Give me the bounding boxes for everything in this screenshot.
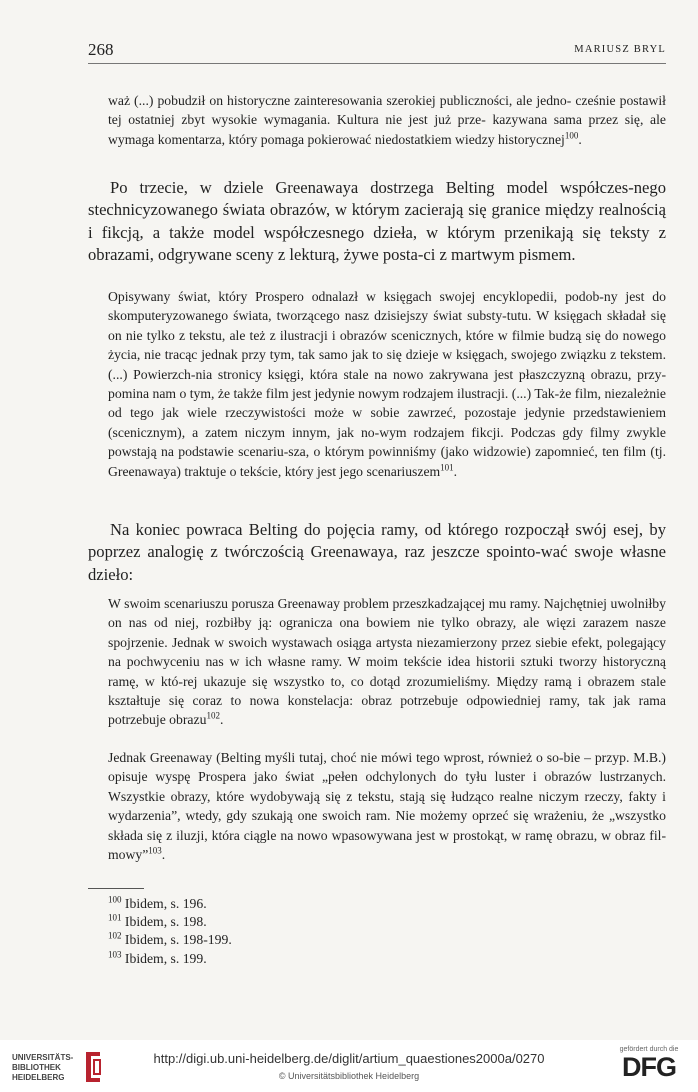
footnote-ref-103[interactable]: 103 xyxy=(148,845,162,856)
page-header xyxy=(88,40,666,64)
header-rule xyxy=(88,63,666,64)
quote-4-end: . xyxy=(161,847,166,863)
footnote-number: 101 xyxy=(108,912,122,923)
paragraph-2 xyxy=(88,519,666,586)
quote-1-line: waż (...) pobudził on historyczne zainteresowania szerokiej publiczności, ale jedno- xyxy=(108,93,572,108)
footnote-ref-102[interactable]: 102 xyxy=(206,710,220,721)
quote-2-end: . xyxy=(453,463,458,479)
footnote-ref-100[interactable]: 100 xyxy=(564,130,579,141)
quote-2-text xyxy=(108,287,666,481)
running-head: MARIUSZ BRYL xyxy=(574,44,666,55)
dfg-logo: DFG xyxy=(622,1052,676,1082)
paragraph-2-text: Na koniec powraca Belting do pojęcia ramy, od którego rozpoczął swój esej, by poprzez analogię z twórczością Greenawaya, raz jeszcze spointo-wać swoje własne dzieło: xyxy=(88,520,666,584)
footnote-text: Ibidem, s. 198-199. xyxy=(124,932,232,948)
footnote-text: Ibidem, s. 199. xyxy=(124,950,207,966)
library-name-line: HEIDELBERG xyxy=(12,1073,65,1082)
quote-1-end: . xyxy=(578,131,582,147)
quote-4-body: Jednak Greenaway (Belting myśli tutaj, choć nie mówi tego wprost, również o so-bie – przyp. M.B.) opisuje wyspę Prospera jako świat „pełen odchylonych do tyłu luster i obrazów lustrzanych. Wszystkie obrazy, które wydobywają się z tekstu, stają się łudząco realne niczym rzeczy, fakty i wydarzenia”, wtedy, gdy szukają one swoich ram. Nie możemy oprzeć się wrażeniu, że „wszystko składa się z iluzji, która ciągle na nowo wpasowywana jest w prostokąt, w ramę obrazu, w obraz fil-mowy” xyxy=(108,750,666,863)
paragraph-1 xyxy=(88,177,666,267)
quote-2-body: Opisywany świat, który Prospero odnalazł w księgach swojej encyklopedii, podob-ny jest do skomputeryzowanego świata, tworzącego nasz dzisiejszy świat substy-tutu. W księgach składał się on nie tylko z tekstu, ale też z ilustracji i obrazów scenicznych, które w filmie budzą się do nowego życia, nie tracąc jednak przy tym, tak samo jak to się dzieje w księgach, swojego związku z tekstem. (...) Powierzch-nia stronicy księgi, która stale na nowo zakrywana jest płaszczyzną obrazu, przy-pomina nam o tym, że także film jest jedynie nowym rodzajem ilustracji. (...) Tak-że film, niezależnie od tego jak wiele rzeczywistości może w sobie zawrzeć, pozostaje jedynie przedstawieniem (scenicznym), a zatem niczym innym, jak no-wym rodzajem fikcji. Podczas gdy filmy zwykle powstają na podstawie scenariu-sza, o którym powinniśmy (jako widzowie) zapomnieć, ten film (tj. Greenawaya) traktuje o tekście, który jest jego scenariuszem xyxy=(108,289,666,479)
block-quote-1 xyxy=(108,91,666,149)
quote-4-text xyxy=(108,748,666,864)
block-quote-4 xyxy=(108,748,666,864)
dfg-funding-logo[interactable] xyxy=(614,1046,684,1086)
source-url[interactable]: http://digi.ub.uni-heidelberg.de/diglit/artium_quaestiones2000a/0270 xyxy=(153,1051,545,1066)
footnote-100 xyxy=(108,895,232,913)
library-name-line: UNIVERSITÄTS- xyxy=(12,1053,74,1062)
footnotes xyxy=(108,895,232,968)
footnote-text: Ibidem, s. 198. xyxy=(124,914,207,930)
footnote-rule xyxy=(88,888,144,889)
footnote-103 xyxy=(108,950,232,968)
quote-1-line: niedostatkiem wiedzy historycznej xyxy=(374,131,565,147)
quote-1-line: cześnie postawił tej ostatniej zbyt wysokie wymagania. Kultura nie jest już prze- xyxy=(108,93,666,128)
dfg-caption: gefördert durch die xyxy=(619,1046,679,1053)
page-number: 268 xyxy=(88,40,114,59)
quote-1-text xyxy=(108,91,666,149)
quote-3-text xyxy=(108,594,666,730)
footnote-102 xyxy=(108,931,232,949)
footnote-text: Ibidem, s. 196. xyxy=(124,896,207,911)
footnote-number: 103 xyxy=(108,949,122,960)
block-quote-2 xyxy=(108,287,666,481)
block-quote-3 xyxy=(108,594,666,730)
quote-3-end: . xyxy=(219,712,224,728)
footnote-ref-101[interactable]: 101 xyxy=(440,462,454,473)
quote-1-line: kazywana sama przez się, ale wymaga komentarza, który pomaga pokierować xyxy=(108,112,666,147)
copyright-notice: © Universitätsbibliothek Heidelberg xyxy=(278,1071,420,1081)
footnote-number: 100 xyxy=(108,894,122,905)
paragraph-1-text: Po trzecie, w dziele Greenawaya dostrzega Belting model współczes-nego stechnicyzowanego świata obrazów, w którym zacierają się granice między realnością i fikcją, a także model współczesnego dzieła, w którym przenikają się teksty z obrazami, odgrywane sceny z lekturą, żywe posta-ci z martwym pismem. xyxy=(88,178,666,265)
digitization-footer xyxy=(0,1040,698,1092)
footnote-number: 102 xyxy=(108,930,122,941)
quote-3-body: W swoim scenariuszu porusza Greenaway problem przeszkadzającej mu ramy. Najchętniej uwolniłby on nas od niej, rozbiłby ją: ogranicza ona bowiem nie tylko obrazy, ale więzi zarazem nasze spojrzenie. Jednak w swoich wystawach osiąga artysta niezamierzony przez siebie efekt, polegający na pochwyceniu nas w ich własne ramy. W moim tekście idea historii sztuki tworzy historyczną ramę, w któ-rej ukazuje się wszystko to, co dotąd zrozumieliśmy. Między ramą i obrazem stale kształtuje się coraz to nowa konstelacja: obraz potrzebuje odpowiedniej ramy, tak jak rama potrzebuje obrazu xyxy=(108,596,666,728)
library-name-line: BIBLIOTHEK xyxy=(12,1063,61,1072)
footnote-101 xyxy=(108,913,232,931)
